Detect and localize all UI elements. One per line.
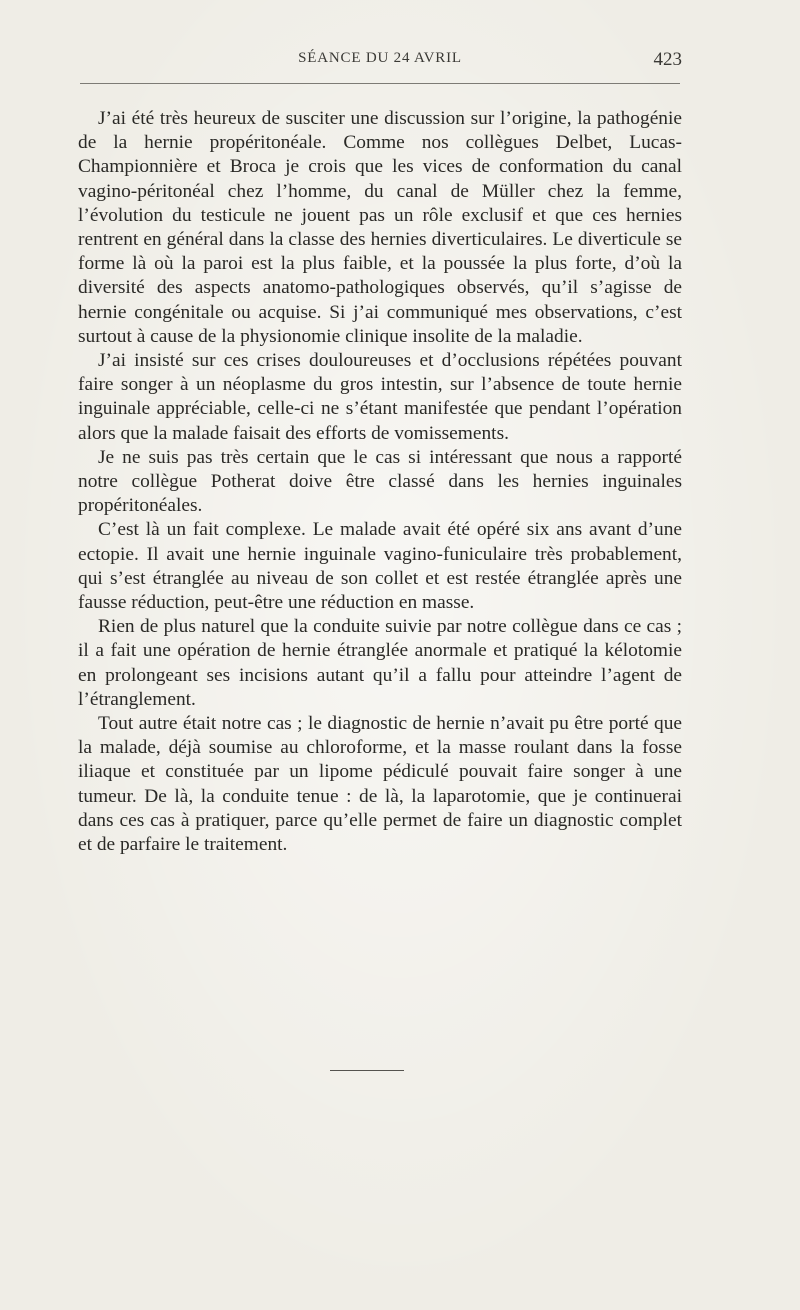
- body-text: [78, 107, 682, 857]
- header-rule: [80, 83, 680, 84]
- page-header: [78, 50, 682, 74]
- page-number: 423: [653, 49, 682, 70]
- running-head: SÉANCE DU 24 AVRIL: [298, 50, 462, 66]
- paragraph-2: J’ai insisté sur ces crises douloureuses et d’occlusions répétées pouvant faire songer à un néoplasme du gros intestin, sur l’absence de toute hernie inguinale appréciable, celle-ci ne s’étant manifestée que pendant l’opération alors que la malade faisait des efforts de vomissements.: [78, 350, 682, 444]
- paragraph-4: C’est là un fait complexe. Le malade avait été opéré six ans avant d’une ectopie. Il avait une hernie inguinale vagino-funiculaire très probablement, qui s’est étranglée au niveau de son collet et est restée étranglée après une fausse réduction, peut-être une réduction en masse.: [78, 519, 682, 614]
- paragraph-6: Tout autre était notre cas ; le diagnostic de hernie n’avait pu être porté que la malade, déjà soumise au chloroforme, et la masse roulant dans la fosse iliaque et constituée par un lipome pédiculé pouvait faire songer à une tumeur. De là, la conduite tenue : de là, la laparotomie, que je continuerai dans ces cas à pratiquer, parce qu’elle permet de faire un diagnostic complet et de parfaire le traitement.: [78, 713, 682, 856]
- paragraph-3: Je ne suis pas très certain que le cas si intéressant que nous a rapporté notre collègue Potherat doive être classé dans les hernies inguinales propéritonéales.: [78, 446, 682, 517]
- end-rule: [330, 1070, 404, 1071]
- paragraph-1: J’ai été très heureux de susciter une discussion sur l’origine, la pathogénie de la hernie propéritonéale. Comme nos collègues Delbet, Lucas-Championnière et Broca je crois que les vices de conformation du canal vagino-péritonéal chez l’homme, du canal de Müller chez la femme, l’évolution du testicule ne jouent pas un rôle exclusif et que ces hernies rentrent en général dans la classe des hernies diverticulaires. Le diverticule se forme là où la paroi est la plus faible, et la poussée la plus forte, d’où la diversité des aspects anatomo-pathologiques observés, qu’il s’agisse de hernie congénitale ou acquise. Si j’ai communiqué mes observations, c’est surtout à cause de la physionomie clinique insolite de la maladie.: [78, 108, 682, 347]
- paragraph-5: Rien de plus naturel que la conduite suivie par notre collègue dans ce cas ; il a fait une opération de hernie étranglée anormale et pratiqué la kélotomie en prolongeant ses incisions autant qu’il a fallu pour atteindre l’agent de l’étranglement.: [78, 616, 682, 710]
